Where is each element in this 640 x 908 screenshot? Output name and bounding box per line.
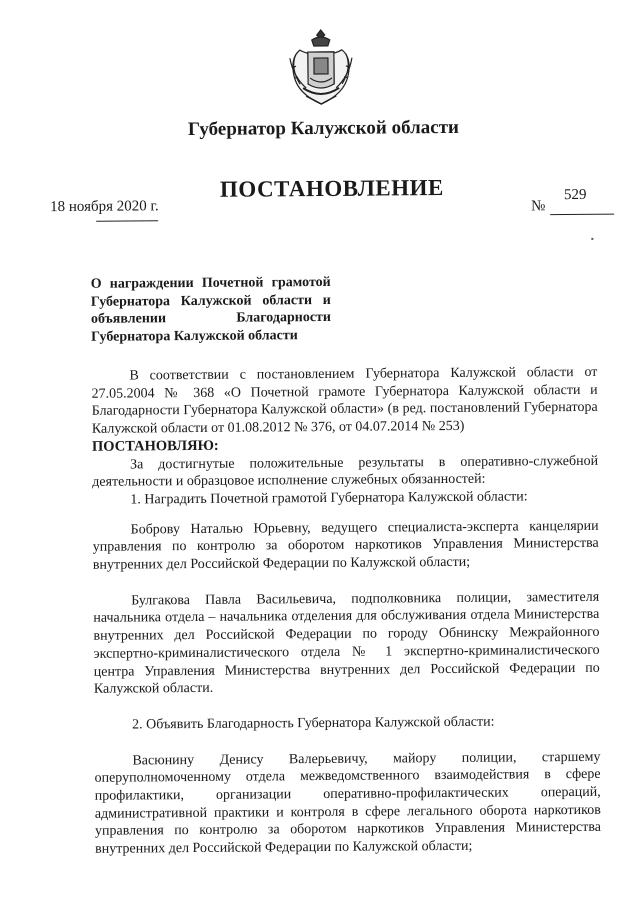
- awardee-paragraph: Васюнину Денису Валерьевичу, майору полиции, старшему оперуполномоченному отдела межведомственного взаимодействия в сфере профилактики, организации оперативно-профилактических операций, административной практики и контроля в сфере легального оборота наркотиков управления по контролю за оборотом наркотиков Управления Министерства внутренних дел Российской Федерации по Калужской области;: [94, 749, 602, 857]
- number-label: №: [531, 198, 546, 215]
- document-date: 18 ноября 2020 г.: [50, 198, 159, 216]
- issuing-authority: Губернатор Калужской области: [187, 116, 460, 141]
- awardee-paragraph: Булгакова Павла Васильевича, подполковника полиции, заместителя начальника отдела – начальника отделения для обслуживания отдела Министерства внутренних дел Российской Федерации по городу Обнинску Межрайонного экспертно-криминалистического отдела № 1 экспертно-криминалистического центра Управления Министерства внутренних дел Российской Федерации по Калужской области.: [93, 589, 600, 698]
- document-body: [91, 364, 601, 859]
- reason-paragraph: За достигнутые положительные результаты в оперативно-служебной деятельности и образцовое исполнение служебных обязанностей:: [92, 453, 599, 491]
- awardee-paragraph: Боброву Наталью Юрьевну, ведущего специалиста-эксперта канцелярии управления по контролю за оборотом наркотиков Управления Министерства внутренних дел Российской Федерации по Калужской области;: [92, 518, 599, 573]
- date-underline: [96, 220, 158, 221]
- item-1-heading: 1. Наградить Почетной грамотой Губернатора Калужской области:: [130, 489, 528, 508]
- item-2-heading: 2. Объявить Благодарность Губернатора Калужской области:: [132, 714, 495, 733]
- document-subject: О награждении Почетной грамотой Губернатора Калужской области и объявлении Благодарности Губернатора Калужской области: [90, 274, 332, 345]
- coat-of-arms-icon: [286, 28, 357, 107]
- document-type-title: ПОСТАНОВЛЕНИЕ: [219, 175, 444, 202]
- document-number: 529: [563, 186, 587, 204]
- preamble-paragraph: В соответствии с постановлением Губернатора Калужской области от 27.05.2004 № 368 «О Почетной грамоте Губернатора Калужской области и Благодарности Губернатора Калужской области» (в ред. постановлений Губернатора Калужской области от 01.08.2012 № 376, от 04.07.2014 № 253): [91, 364, 598, 437]
- number-underline: [550, 214, 614, 216]
- scan-speck: [591, 238, 593, 240]
- decree-word: ПОСТАНОВЛЯЮ:: [91, 437, 219, 455]
